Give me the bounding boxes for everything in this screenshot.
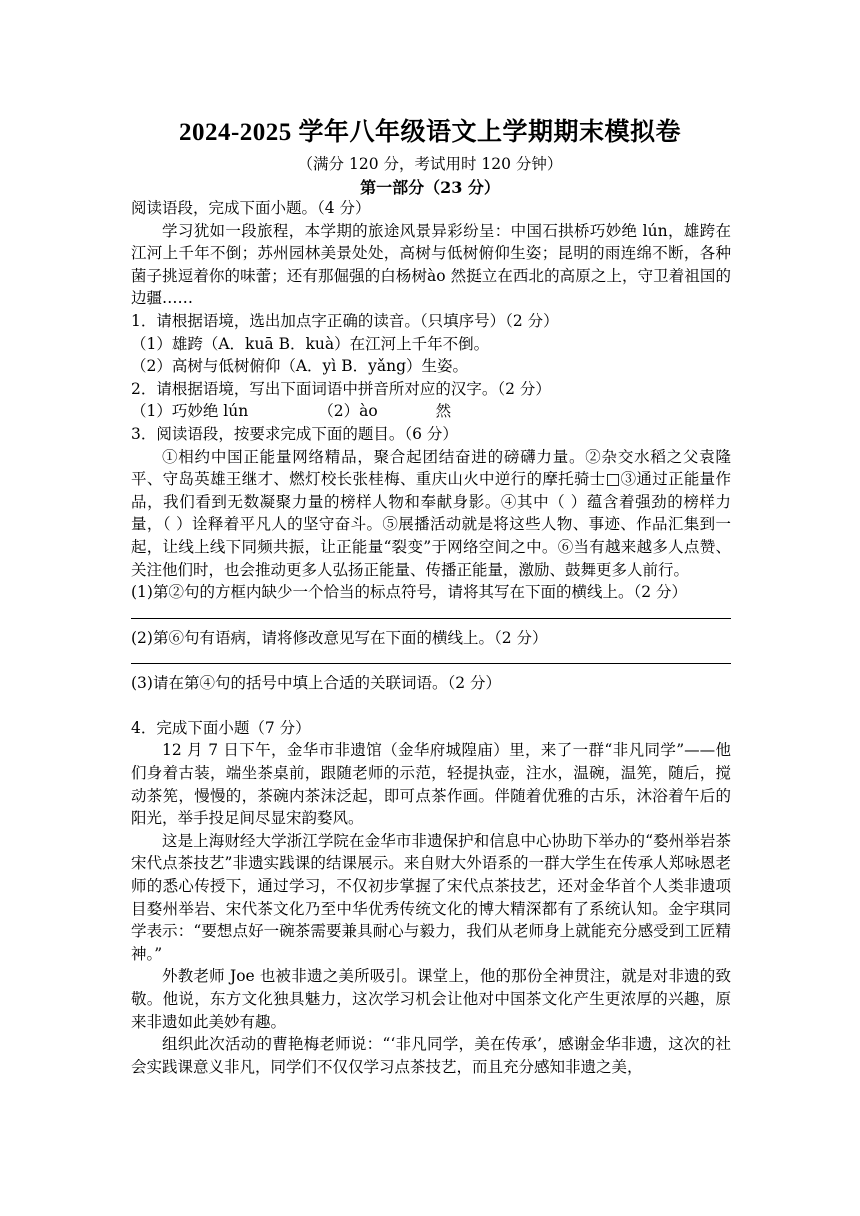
section-intro: 阅读语段，完成下面小题。（4 分）	[131, 199, 371, 217]
question-3-sub-3: (3)请在第④句的括号中填上合适的关联词语。（2 分）	[131, 674, 501, 693]
answer-line[interactable]	[131, 649, 731, 664]
question-3-passage: ①相约中国正能量网络精品，聚合起团结奋进的磅礴力量。②杂交水稻之父袁隆平、守岛英雄王继才、燃灯校长张桂梅、重庆山火中逆行的摩托骑士□③通过正能量作品，我们看到无数凝聚力量的榜样人物和奉献身影。④其中（ ）蕴含着强劲的榜样力量，（ ）诠释着平凡人的坚守奋斗。⑤展播活动就是将这些人物、事迹、作品汇集到一起，让线上线下同频共振，让正能量“裂变”于网络空间之中。⑥当有越来越多人点赞、关注他们时，也会推动更多人弘扬正能量、传播正能量，激励、鼓舞更多人前行。	[131, 447, 731, 579]
question-2-item-2: （2）ào	[318, 402, 378, 421]
part-heading: 第一部分（23 分）	[360, 178, 500, 197]
question-4: 4．完成下面小题（7 分）	[131, 718, 311, 737]
question-3-sub-1: (1)第②句的方框内缺少一个恰当的标点符号，请将其写在下面的横线上。（2 分）	[131, 583, 687, 602]
question-1-item-2: （2）高树与低树俯仰（A．yì B．yǎng）生姿。	[131, 357, 468, 376]
answer-line[interactable]	[131, 604, 731, 619]
article-paragraph-1: 12 月 7 日下午，金华市非遗馆（金华府城隍庙）里，来了一群“非凡同学”——他们身着古装，端坐茶桌前，跟随老师的示范，轻提执壶，注水，温碗，温筅，随后，搅动茶筅，慢慢的，茶碗内茶沫泛起，即可点茶作画。伴随着优雅的古乐，沐浴着午后的阳光，举手投足间尽显宋韵婺风。	[131, 741, 731, 828]
article-paragraph-4: 组织此次活动的曹艳梅老师说：“‘非凡同学，美在传承’，感谢金华非遗，这次的社会实践课意义非凡，同学们不仅仅学习点茶技艺，而且充分感知非遗之美，	[131, 1035, 731, 1076]
question-2-item-2-suffix: 然	[435, 402, 452, 421]
article-paragraph-3: 外教老师 Joe 也被非遗之美所吸引。课堂上，他的那份全神贯注，就是对非遗的致敬。他说，东方文化独具魅力，这次学习机会让他对中国茶文化产生更浓厚的兴趣，原来非遗如此美妙有趣。	[131, 967, 731, 1031]
question-2-item-1: （1）巧妙绝 lún	[131, 402, 249, 421]
question-3-sub-2: (2)第⑥句有语病，请将修改意见写在下面的横线上。（2 分）	[131, 628, 548, 647]
exam-content	[131, 197, 731, 1078]
page-title: 2024-2025 学年八年级语文上学期期末模拟卷	[178, 119, 682, 146]
question-1-item-1: （1）雄跨（A．kuā B．kuà）在江河上千年不倒。	[131, 334, 490, 353]
answer-space[interactable]	[131, 695, 731, 717]
question-3: 3．阅读语段，按要求完成下面的题目。（6 分）	[131, 424, 458, 443]
question-2: 2．请根据语境，写出下面词语中拼音所对应的汉字。（2 分）	[131, 379, 551, 398]
question-2-items	[131, 400, 731, 423]
question-1: 1．请根据语境，选出加点字正确的读音。（只填序号）（2 分）	[131, 311, 559, 330]
article-paragraph-2: 这是上海财经大学浙江学院在金华市非遗保护和信息中心协助下举办的“婺州举岩茶宋代点茶技艺”非遗实践课的结课展示。来自财大外语系的一群大学生在传承人郑咏恩老师的悉心传授下，通过学习，不仅初步掌握了宋代点茶技艺，还对金华首个人类非遗项目婺州举岩、宋代茶文化乃至中华优秀传统文化的博大精深都有了系统认知。金宇琪同学表示：“要想点好一碗茶需要兼具耐心与毅力，我们从老师身上就能充分感受到工匠精神。”	[131, 831, 731, 963]
reading-passage: 学习犹如一段旅程，本学期的旅途风景异彩纷呈：中国石拱桥巧妙绝 lún，雄跨在江河上千年不倒；苏州园林美景处处，高树与低树俯仰生姿；昆明的雨连绵不断，各种菌子挑逗着你的味蕾；还有那倔强的白杨树ào 然挺立在西北的高原之上，守卫着祖国的边疆……	[131, 221, 731, 308]
exam-info: （满分 120 分，考试用时 120 分钟）	[297, 155, 563, 173]
